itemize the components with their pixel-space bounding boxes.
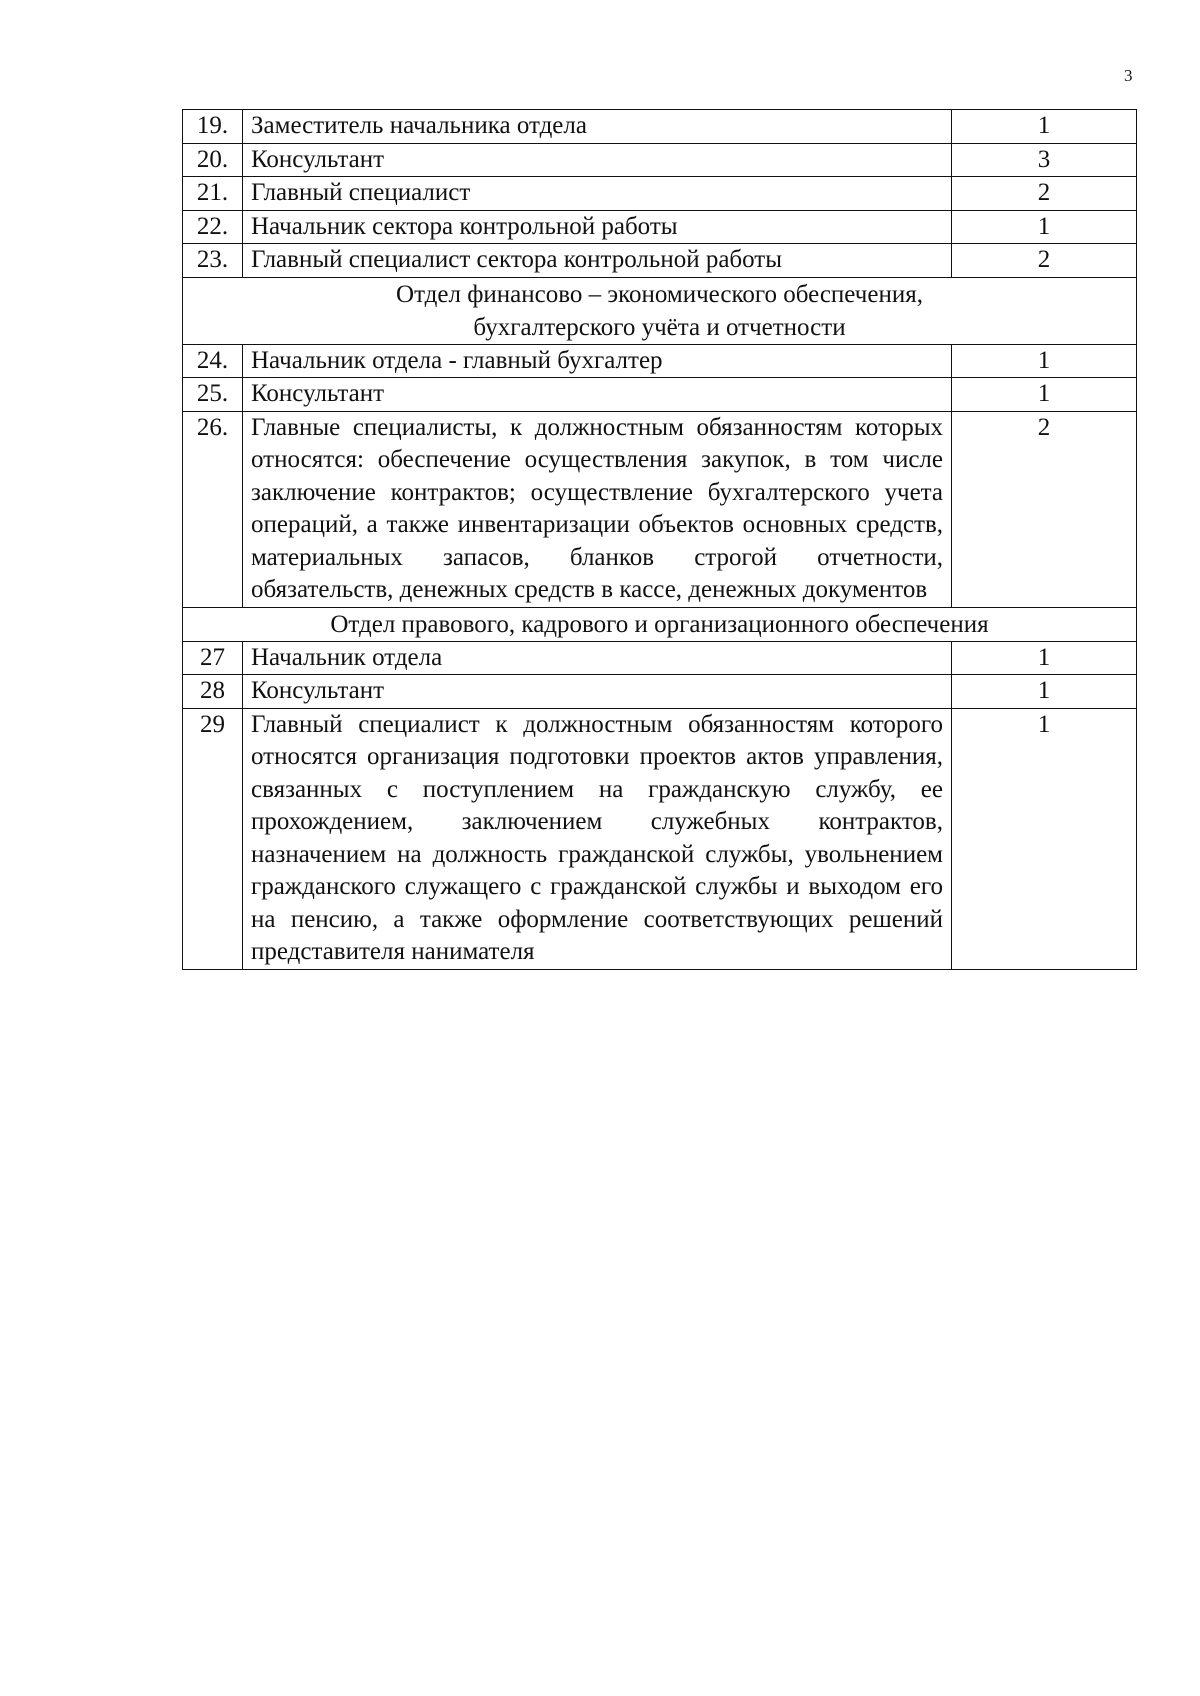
section-header-finance [183, 277, 1137, 344]
staff-positions-table [182, 109, 1137, 970]
position-count: 1 [952, 344, 1137, 378]
position-name: Консультант [243, 675, 952, 709]
table-row [183, 411, 1137, 607]
position-count: 1 [952, 641, 1137, 675]
row-number: 22. [183, 210, 243, 244]
table-row [183, 344, 1137, 378]
row-number: 28 [183, 675, 243, 709]
position-count: 1 [952, 675, 1137, 709]
position-name: Главный специалист сектора контрольной работы [243, 244, 952, 278]
table-row [183, 641, 1137, 675]
table-row [183, 708, 1137, 969]
position-count: 1 [952, 110, 1137, 144]
row-number: 20. [183, 143, 243, 177]
table-row [183, 143, 1137, 177]
section-header-legal [183, 607, 1137, 641]
row-number: 21. [183, 177, 243, 211]
position-count: 2 [952, 244, 1137, 278]
section-header-line: бухгалтерского учёта и отчетности [473, 313, 846, 341]
row-number: 19. [183, 110, 243, 144]
row-number: 27 [183, 641, 243, 675]
table-row [183, 378, 1137, 412]
section-header-line: Отдел финансово – экономического обеспечения, [396, 280, 923, 308]
position-name: Консультант [243, 378, 952, 412]
position-name: Консультант [243, 143, 952, 177]
section-header-row [183, 277, 1137, 344]
table-row [183, 177, 1137, 211]
row-number: 25. [183, 378, 243, 412]
position-count: 2 [952, 411, 1137, 607]
section-header-line: Отдел правового, кадрового и организационного обеспечения [330, 610, 989, 638]
table-row [183, 675, 1137, 709]
row-number: 23. [183, 244, 243, 278]
position-count: 1 [952, 378, 1137, 412]
table-row [183, 210, 1137, 244]
position-name: Главный специалист к должностным обязанностям которого относятся организация подготовки проектов актов управления, связанных с поступлением на гражданскую службу, ее прохождением, заключением служебных контрактов, назначением на должность гражданской службы, увольнением гражданского служащего с гражданской службы и выходом его на пенсию, а также оформление соответствующих решений представителя нанимателя [243, 708, 952, 969]
table-row [183, 244, 1137, 278]
row-number: 26. [183, 411, 243, 607]
position-count: 2 [952, 177, 1137, 211]
page-number: 3 [1124, 66, 1133, 85]
table-row [183, 110, 1137, 144]
position-name: Начальник отдела - главный бухгалтер [243, 344, 952, 378]
position-count: 1 [952, 210, 1137, 244]
position-count: 3 [952, 143, 1137, 177]
position-title: Главные специалисты, к должностным обязанностям которых относятся: [251, 413, 943, 473]
row-number: 24. [183, 344, 243, 378]
position-duties: обеспечение осуществления закупок, в том числе заключение контрактов; осуществление бухгалтерского учета операций, а также инвентаризации объектов основных средств, материальных запасов, бланков строгой отчетности, обязательств, денежных средств в кассе, денежных документов [251, 446, 943, 603]
position-name: Начальник отдела [243, 641, 952, 675]
position-name [243, 411, 952, 607]
position-name: Заместитель начальника отдела [243, 110, 952, 144]
section-header-row [183, 607, 1137, 641]
position-name: Главный специалист [243, 177, 952, 211]
position-name: Начальник сектора контрольной работы [243, 210, 952, 244]
position-count: 1 [952, 708, 1137, 969]
row-number: 29 [183, 708, 243, 969]
